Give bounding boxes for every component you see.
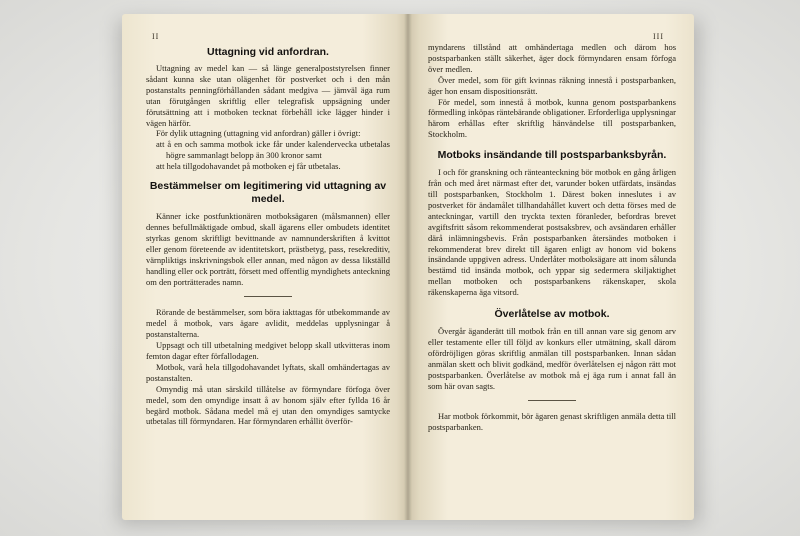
section-heading: Uttagning vid anfordran.	[207, 46, 329, 58]
paragraph: Övergår äganderätt till motbok från en till annan vare sig genom arv eller testamente eller till följd av konkurs eller utmätning, skall därom ofördröjligen göras skriftlig anmälan till postsparbanken. Innan sådan anmälan skett och blivit godkänd, medför överlåtelsen ej någon rätt mot postsparbanken. Överlåtelse av motbok må ej äga rum i annat fall än som här ovan sagts.	[428, 326, 676, 391]
section-heading: Bestämmelser om legitimering vid uttagning av medel.	[149, 180, 387, 206]
left-page	[122, 14, 408, 520]
divider	[528, 400, 576, 401]
open-booklet	[122, 14, 694, 520]
section-heading: Motboks insändande till postsparbanksbyrån.	[437, 149, 667, 162]
right-page	[408, 14, 694, 520]
divider	[244, 296, 292, 297]
paragraph: myndarens tillstånd att omhändertaga medlen och därom hos postsparbanken ställt säkerhet, äger dock förmyndaren ensam förfoga över medlen.	[428, 42, 676, 74]
page-number: II	[152, 32, 160, 41]
paragraph: Har motbok förkommit, bör ägaren genast skriftligen anmäla detta till postsparbanken.	[428, 411, 676, 433]
paragraph: Känner icke postfunktionären motboksägaren (målsmannen) eller dennes befullmäktigade ombud, skall ägarens eller ombudets identitet styrkas genom skriftligt bevittnande av namnunderskriften å kvittot eller genom företeende av identitetskort, prästbetyg, pass, resekreditiv, värnpliktigs inskrivningsbok eller annan, med någon av dessa likställd handling eller ock porträtt, försett med offentlig myndighets anteckning om den porträtterades namn.	[146, 211, 390, 287]
left-page-text	[146, 42, 390, 427]
paragraph: Motbok, varå hela tillgodohavandet lyftats, skall omhändertagas av postanstalten.	[146, 361, 390, 383]
paragraph: Omyndig må utan särskild tillåtelse av förmyndare förfoga över medel, som den omyndige insatt å av honom själv efter fyllda 16 år begärd motbok. Sådana medel må ej utan den omyndiges samtycke utbetalas till förmyndaren. Har förmyndaren erhållit överför-	[146, 383, 390, 427]
paragraph: I och för granskning och ränteanteckning bör motbok en gång årligen från och med året närmast efter det, varunder boken utfärdats, insändas till postsparbanken, Stockholm 1. Därest boken inneslutes i av postverket för ändamålet tillhandahållet kuvert och detta förses med de anteckningar, vartill den tryckta texten föranleder, befordras brevet avgiftsfritt såsom rekommenderat postsaksbrev, och avsändaren erhåller därå inlämningsbevis. Från postsparbanken återsändes motboken i rekommenderat brev direkt till ägaren enligt av honom vid bokens insändande uppgiven adress. Underlåter motboksägare att inom sålunda bestämd tid insända motbok, och yppar sig sedermera skiljaktighet mellan motboken och postsparbankens räkenskaper, skola räkenskaperna äga vitsord.	[428, 167, 676, 298]
paragraph: att å en och samma motbok icke får under kalendervecka utbetalas högre sammanlagt belopp än 300 kronor samt	[156, 139, 390, 161]
paragraph: För medel, som innestå å motbok, kunna genom postsparbankens förmedling inköpas räntebärande obligationer. Erforderliga upplysningar härom erhållas efter skriftlig hänvändelse till postsparbanken, Stockholm.	[428, 96, 676, 140]
paragraph: Rörande de bestämmelser, som böra iakttagas för utbekommande av medel å motbok, vars ägare avlidit, meddelas upplysningar å postanstalterna.	[146, 307, 390, 340]
right-page-text	[428, 42, 676, 433]
book-spine	[404, 14, 412, 520]
paragraph: För dylik uttagning (uttagning vid anfordran) gäller i övrigt:	[156, 128, 361, 139]
paragraph: Över medel, som för gift kvinnas räkning innestå i postsparbanken, äger hon ensam dispositionsrätt.	[428, 74, 676, 96]
paragraph: att hela tillgodohavandet på motboken ej får utbetalas.	[156, 161, 341, 172]
page-number: III	[653, 32, 664, 41]
section-heading: Överlåtelse av motbok.	[494, 308, 610, 321]
paragraph: Uppsagt och till utbetalning medgivet belopp skall utkvitteras inom femton dagar efter förfallodagen.	[146, 340, 390, 362]
paragraph: Uttagning av medel kan — så länge generalpoststyrelsen finner sådant kunna ske utan olägenhet för postverket och i den mån postanstalts penningförhållanden sådant medgiva — jämväl äga rum utan förutgången skriftlig eller telegrafisk uppsägning under förutsättning att i motboken tecknat förbehåll icke lägger hinder i vägen härför.	[146, 63, 390, 128]
